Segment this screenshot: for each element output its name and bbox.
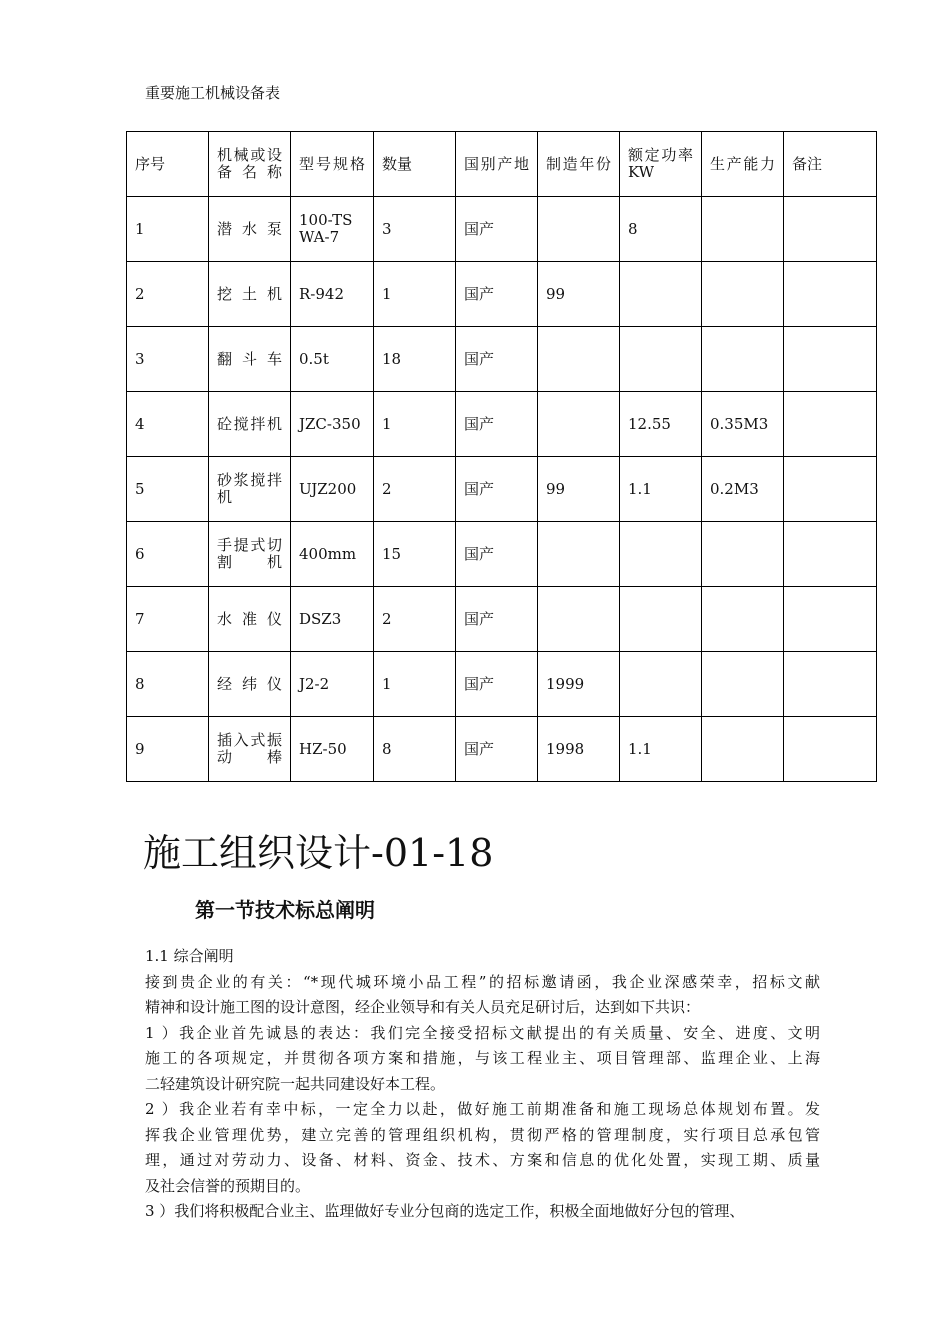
table-cell <box>784 262 877 327</box>
table-cell: 5 <box>127 457 209 522</box>
table-cell <box>538 522 620 587</box>
header-cell: 制造年份 <box>538 132 620 197</box>
table-cell: 3 <box>127 327 209 392</box>
table-cell: DSZ3 <box>291 587 374 652</box>
table-cell: 国产 <box>456 652 538 717</box>
table-cell: 1 <box>374 392 456 457</box>
table-cell <box>702 262 784 327</box>
table-cell: 砼搅拌机 <box>209 392 291 457</box>
table-cell <box>784 327 877 392</box>
table-cell: 7 <box>127 587 209 652</box>
table-row <box>127 197 877 262</box>
table-cell: 2 <box>374 587 456 652</box>
paragraph-line: 精神和设计施工图的设计意图，经企业领导和有关人员充足研讨后，达到如下共识： <box>145 998 701 1016</box>
table-cell <box>538 587 620 652</box>
table-row <box>127 457 877 522</box>
paragraph-line: 3 ）我们将积极配合业主、监理做好专业分包商的选定工作，积极全面地做好分包的管理、 <box>145 1202 745 1220</box>
table-cell <box>538 327 620 392</box>
table-cell: 3 <box>374 197 456 262</box>
table-cell <box>784 392 877 457</box>
table-cell <box>702 652 784 717</box>
table-cell <box>784 652 877 717</box>
table-row <box>127 262 877 327</box>
table-cell: JZC-350 <box>291 392 374 457</box>
table-cell: 8 <box>127 652 209 717</box>
table-row <box>127 522 877 587</box>
paragraph-line: 及社会信誉的预期目的。 <box>145 1176 311 1195</box>
table-row <box>127 652 877 717</box>
table-cell: UJZ200 <box>291 457 374 522</box>
table-cell: 砂浆搅拌机 <box>209 457 291 522</box>
table-cell: 12.55 <box>620 392 702 457</box>
paragraph-line: 接到贵企业的有关：“*现代城环境小品工程”的招标邀请函，我企业深感荣幸，招标文献 <box>145 972 820 991</box>
table-cell <box>538 197 620 262</box>
table-cell <box>702 197 784 262</box>
body-text <box>145 944 820 1225</box>
paragraph-line: 2 ）我企业若有幸中标，一定全力以赴，做好施工前期准备和施工现场总体规划布置。发 <box>145 1100 820 1118</box>
document-title: 施工组织设计-01-18 <box>143 831 494 875</box>
table-cell: 1 <box>374 652 456 717</box>
table-cell: 水准仪 <box>209 587 291 652</box>
table-cell: 2 <box>127 262 209 327</box>
table-cell: 国产 <box>456 262 538 327</box>
table-cell: J2-2 <box>291 652 374 717</box>
header-cell: 数量 <box>374 132 456 197</box>
table-header-row <box>127 132 877 197</box>
table-cell: 18 <box>374 327 456 392</box>
table-cell: 国产 <box>456 457 538 522</box>
table-cell: 国产 <box>456 587 538 652</box>
table-cell: 8 <box>374 717 456 782</box>
paragraph-line: 理，通过对劳动力、设备、材料、资金、技术、方案和信息的优化处置，实现工期、质量 <box>145 1151 820 1169</box>
table-cell: 99 <box>538 262 620 327</box>
table-cell: 潜水泵 <box>209 197 291 262</box>
table-cell: 国产 <box>456 522 538 587</box>
header-cell: 额定功率KW <box>620 132 702 197</box>
table-cell: 9 <box>127 717 209 782</box>
table-cell: 6 <box>127 522 209 587</box>
table-cell <box>784 587 877 652</box>
table-cell: 国产 <box>456 197 538 262</box>
table-cell <box>784 197 877 262</box>
table-cell: 经纬仪 <box>209 652 291 717</box>
table-cell: 0.5t <box>291 327 374 392</box>
table-cell <box>702 587 784 652</box>
table-cell <box>702 327 784 392</box>
paragraph-line: 施工的各项规定，并贯彻各项方案和措施，与该工程业主、项目管理部、监理企业、上海 <box>145 1049 820 1067</box>
table-cell: 1999 <box>538 652 620 717</box>
table-cell: 1.1 <box>620 717 702 782</box>
table-cell: 国产 <box>456 717 538 782</box>
table-row <box>127 717 877 782</box>
table-cell: 15 <box>374 522 456 587</box>
table-cell: 国产 <box>456 327 538 392</box>
table-cell: 100-TSWA-7 <box>291 197 374 262</box>
table-cell: R-942 <box>291 262 374 327</box>
table-row <box>127 587 877 652</box>
table-cell: 8 <box>620 197 702 262</box>
header-cell: 国别产地 <box>456 132 538 197</box>
table-cell: 1998 <box>538 717 620 782</box>
header-cell: 生产能力 <box>702 132 784 197</box>
table-cell: 4 <box>127 392 209 457</box>
table-cell: 1 <box>374 262 456 327</box>
header-cell: 机械或设备名称 <box>209 132 291 197</box>
paragraph-line: 1 ）我企业首先诚恳的表达：我们完全接受招标文献提出的有关质量、安全、进度、文明 <box>145 1023 820 1042</box>
table-row <box>127 392 877 457</box>
table-cell: 2 <box>374 457 456 522</box>
header-cell: 序号 <box>127 132 209 197</box>
table-cell <box>702 522 784 587</box>
table-cell: 1 <box>127 197 209 262</box>
table-cell <box>620 652 702 717</box>
table-cell: 插入式振动棒 <box>209 717 291 782</box>
equipment-table <box>126 131 877 782</box>
paragraph-line: 二轻建筑设计研究院一起共同建设好本工程。 <box>145 1074 446 1093</box>
table-cell: 400mm <box>291 522 374 587</box>
table-cell <box>620 327 702 392</box>
table-cell <box>620 522 702 587</box>
section-title: 第一节技术标总阐明 <box>195 898 375 922</box>
table-cell: 挖土机 <box>209 262 291 327</box>
table-cell <box>784 522 877 587</box>
table-caption: 重要施工机械设备表 <box>145 84 281 102</box>
header-cell: 型号规格 <box>291 132 374 197</box>
table-cell: HZ-50 <box>291 717 374 782</box>
paragraph-line: 挥我企业管理优势，建立完善的管理组织机构，贯彻严格的管理制度，实行项目总承包管 <box>145 1125 820 1144</box>
table-cell <box>702 717 784 782</box>
table-cell: 翻斗车 <box>209 327 291 392</box>
table-row <box>127 327 877 392</box>
table-cell <box>784 457 877 522</box>
table-cell <box>784 717 877 782</box>
table-cell: 1.1 <box>620 457 702 522</box>
table-cell <box>538 392 620 457</box>
table-cell: 0.35M3 <box>702 392 784 457</box>
table-cell <box>620 262 702 327</box>
table-cell: 国产 <box>456 392 538 457</box>
table-cell: 手提式切割机 <box>209 522 291 587</box>
header-cell: 备注 <box>784 132 877 197</box>
table-cell: 99 <box>538 457 620 522</box>
table-cell: 0.2M3 <box>702 457 784 522</box>
paragraph-line: 1.1 综合阐明 <box>145 947 234 965</box>
table-cell <box>620 587 702 652</box>
